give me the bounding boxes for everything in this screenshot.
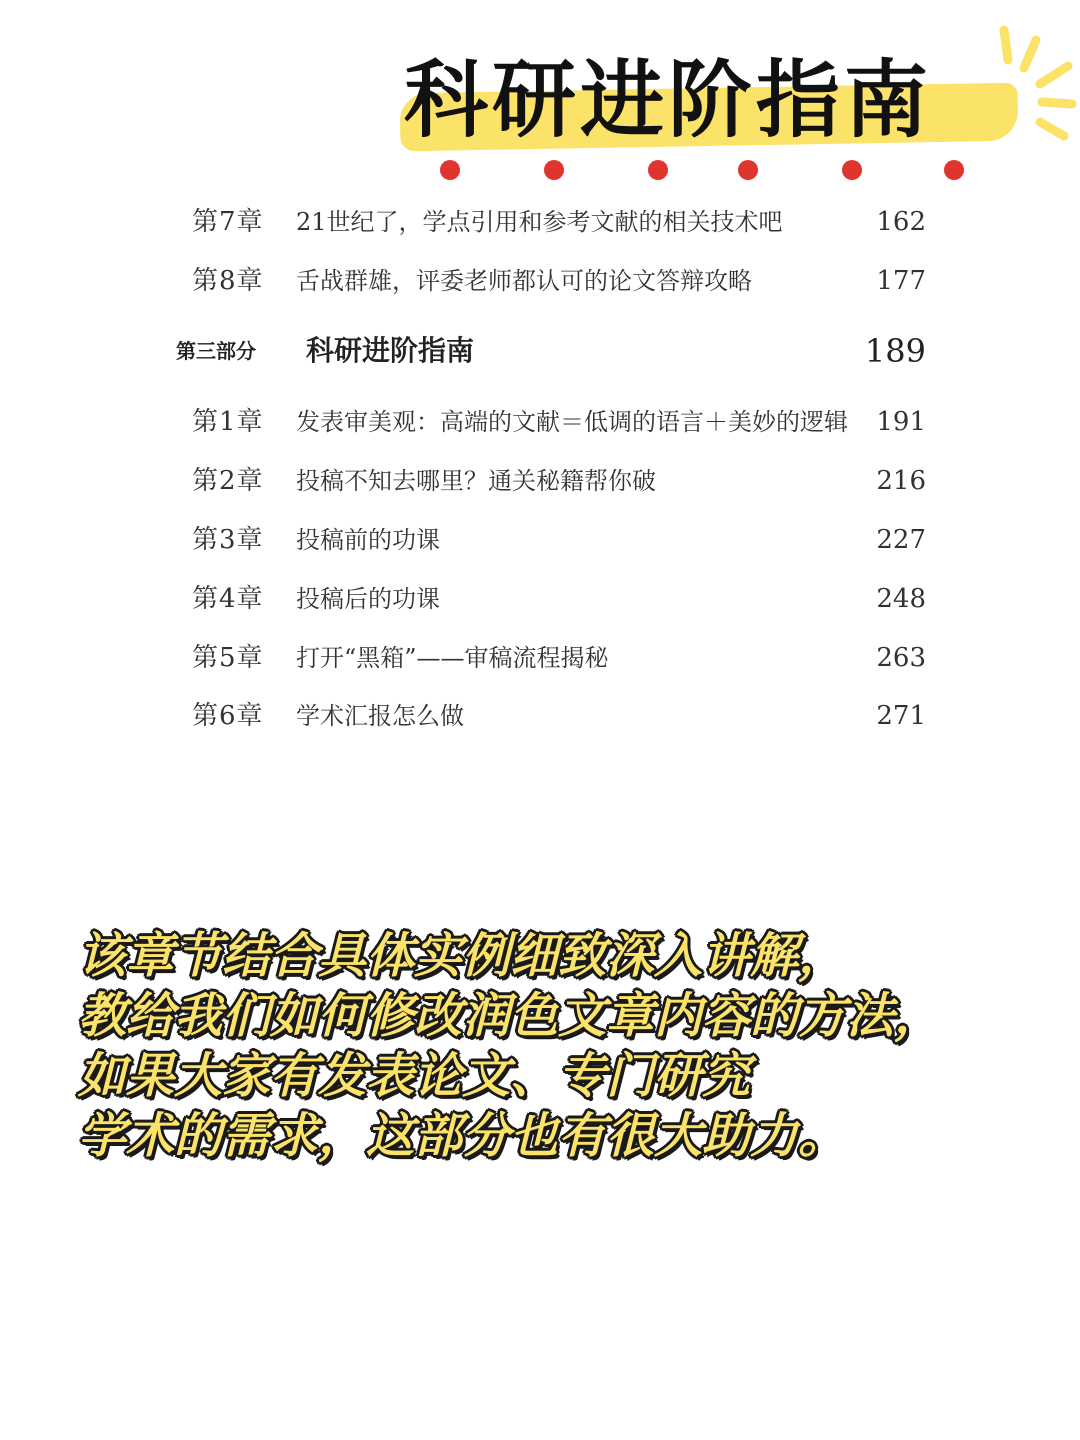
caption-line: 该章节结合具体实例细致深入讲解，	[78, 928, 847, 984]
toc-row	[0, 202, 1080, 242]
red-dot	[544, 160, 564, 180]
red-dot	[842, 160, 862, 180]
toc-row	[0, 696, 1080, 736]
sparkle-lines-icon	[990, 18, 1080, 148]
chapter-number: 第5章	[192, 643, 264, 673]
chapter-title: 投稿后的功课	[296, 585, 440, 613]
page-number: 227	[876, 525, 926, 555]
page-number: 162	[876, 207, 926, 237]
page-number: 271	[876, 701, 926, 731]
chapter-number: 第3章	[192, 525, 264, 555]
page-number: 248	[876, 584, 926, 614]
chapter-number: 第1章	[192, 407, 264, 437]
chapter-title: 学术汇报怎么做	[296, 702, 464, 730]
page-number: 189	[864, 332, 926, 370]
page-number: 177	[876, 266, 926, 296]
page-number: 191	[876, 407, 926, 437]
chapter-number: 第8章	[192, 266, 264, 296]
page-number: 216	[876, 466, 926, 496]
toc-row	[0, 261, 1080, 301]
chapter-number: 第6章	[192, 701, 264, 731]
toc-row	[0, 579, 1080, 619]
toc-row	[0, 461, 1080, 501]
chapter-title: 舌战群雄，评委老师都认可的论文答辩攻略	[296, 267, 752, 295]
page-number: 263	[876, 643, 926, 673]
caption-line: 教给我们如何修改润色文章内容的方法，	[78, 988, 943, 1044]
page-title: 科研进阶指南	[404, 51, 933, 149]
chapter-title: 发表审美观：高端的文献＝低调的语言＋美妙的逻辑	[296, 408, 848, 436]
chapter-title: 打开“黑箱”——审稿流程揭秘	[296, 644, 609, 672]
caption-text-block	[78, 926, 1038, 1166]
chapter-title: 21世纪了，学点引用和参考文献的相关技术吧	[296, 208, 783, 236]
part-label: 第三部分	[176, 339, 256, 363]
caption-line: 如果大家有发表论文、专门研究	[78, 1048, 751, 1104]
chapter-number: 第4章	[192, 584, 264, 614]
red-dot	[944, 160, 964, 180]
toc-row	[0, 402, 1080, 442]
toc-row	[0, 638, 1080, 678]
chapter-title: 投稿前的功课	[296, 526, 440, 554]
part-title: 科研进阶指南	[306, 334, 475, 367]
toc-row	[0, 520, 1080, 560]
title-banner	[390, 40, 1030, 150]
red-dot	[648, 160, 668, 180]
decorative-dots	[440, 160, 980, 182]
red-dot	[738, 160, 758, 180]
red-dot	[440, 160, 460, 180]
toc-part-heading	[0, 331, 1080, 371]
chapter-number: 第2章	[192, 466, 264, 496]
caption-line: 学术的需求，这部分也有很大助力。	[78, 1108, 847, 1164]
chapter-number: 第7章	[192, 207, 264, 237]
chapter-title: 投稿不知去哪里？通关秘籍帮你破	[296, 467, 656, 495]
